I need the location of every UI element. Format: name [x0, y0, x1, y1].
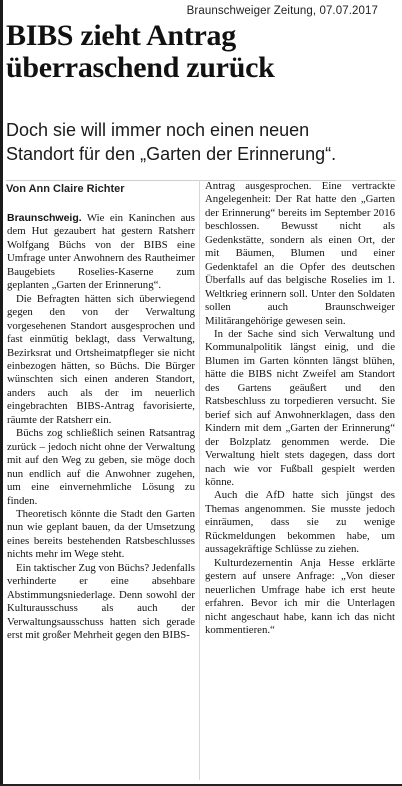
- paragraph: Theoretisch könnte die Stadt den Garten nun wie geplant bauen, da der Umsetzung eines bereits bestehenden Ratsbeschlusses nichts mehr im Wege steht.: [7, 507, 195, 561]
- headline-line: überraschend zurück: [6, 51, 275, 84]
- byline: Von Ann Claire Richter: [6, 183, 125, 195]
- scan-edge: [0, 0, 3, 786]
- article-column-left: [7, 212, 195, 643]
- headline-line: BIBS zieht Antrag: [6, 19, 236, 52]
- paragraph: Antrag ausgesprochen. Eine vertrackte Angelegenheit: Der Rat hatte den „Garten der Erinnerung“ bereits im September 2016 beschlossen. Bewusst nicht als Gedenkstätte, sondern als einen Ort, der mit Bäumen, Blumen und einer Gedenktafel an die Opfer des deutschen Überfalls auf das belgische Roselies im 1. Weltkrieg erinnern soll. Unter den Soldaten sollen auch Braunschweiger Militärangehörige gewesen sein.: [205, 180, 395, 327]
- paragraph: In der Sache sind sich Verwaltung und Kommunalpolitik längst einig, und die Blumen im Garten könnten längst blühen, hätte die BIBS nicht Zweifel am Standort des Gartens geäußert und den Ratsbeschluss zu torpedieren versucht. Sie berief sich auf Anwohnerklagen, dass den Kindern mit dem „Garten der Erinnerung“ der Bolzplatz genommen werde. Die Verwaltung hielt stets dagegen, dass dort nach wie vor Fußball gespielt werden könne.: [205, 327, 395, 488]
- subheadline-line: Standort für den „Garten der Erinnerung“.: [6, 144, 337, 164]
- paragraph: Ein taktischer Zug von Büchs? Jedenfalls verhinderte er eine absehbare Abstimmungsniederlage. Denn sowohl der Kulturausschuss als auch der Verwaltungsausschuss hatten sich gerade erst mit großer Mehrheit gegen den BIBS-: [7, 561, 196, 642]
- paragraph: [7, 212, 195, 293]
- paragraph: Büchs zog schließlich seinen Ratsantrag zurück – jedoch nicht ohne der Verwaltung mit auf den Weg zu geben, sie möge doch nun endlich auf die Anwohner zugehen, um eine einvernehmliche Lösung zu finden.: [7, 427, 195, 507]
- paragraph: Die Befragten hätten sich überwiegend gegen den von der Verwaltung vorgesehenen Standort ausgesprochen und fast einmütig beklagt, dass Verwaltung, Bezirksrat und Ortsheimatpfleger sie nicht einbezogen hätten, so Büchs. Die Bürger wünschten sich einen anderen Standort, anders auch als der im neuerlich eingebrachten BIBS-Antrag favorisierte, räumte der Ratsherr ein.: [7, 292, 195, 426]
- paragraph: Kulturdezernentin Anja Hesse erklärte gestern auf unsere Anfrage: „Von dieser neuerlichen Umfrage habe ich erst heute erfahren. Bevor ich mir die Unterlagen nicht angeschaut habe, kann ich das nicht kommentieren.“: [205, 556, 395, 636]
- column-divider: [199, 180, 200, 780]
- dateline-place: Braunschweig.: [7, 212, 82, 224]
- subheadline-line: Doch sie will immer noch einen neuen: [6, 120, 310, 140]
- subheadline: [6, 118, 396, 166]
- paragraph: Auch die AfD hatte sich jüngst des Themas angenommen. Sie musste jedoch einräumen, dass sie zu wenige Rückmeldungen bekommen habe, um aussagekräftige Schlüsse zu ziehen.: [205, 489, 395, 556]
- source-label: Braunschweiger Zeitung, 07.07.2017: [186, 5, 378, 17]
- paragraph-text: Wie ein Kaninchen aus dem Hut gezaubert hat gestern Ratsherr Wolfgang Büchs von der BIBS eine Umfrage unter Anwohnern des Rautheimer Baugebiets Roselies-Kaserne zum geplanten „Garten der Erinnerung“.: [7, 212, 196, 292]
- article-column-right: [205, 180, 395, 637]
- headline: [6, 20, 366, 84]
